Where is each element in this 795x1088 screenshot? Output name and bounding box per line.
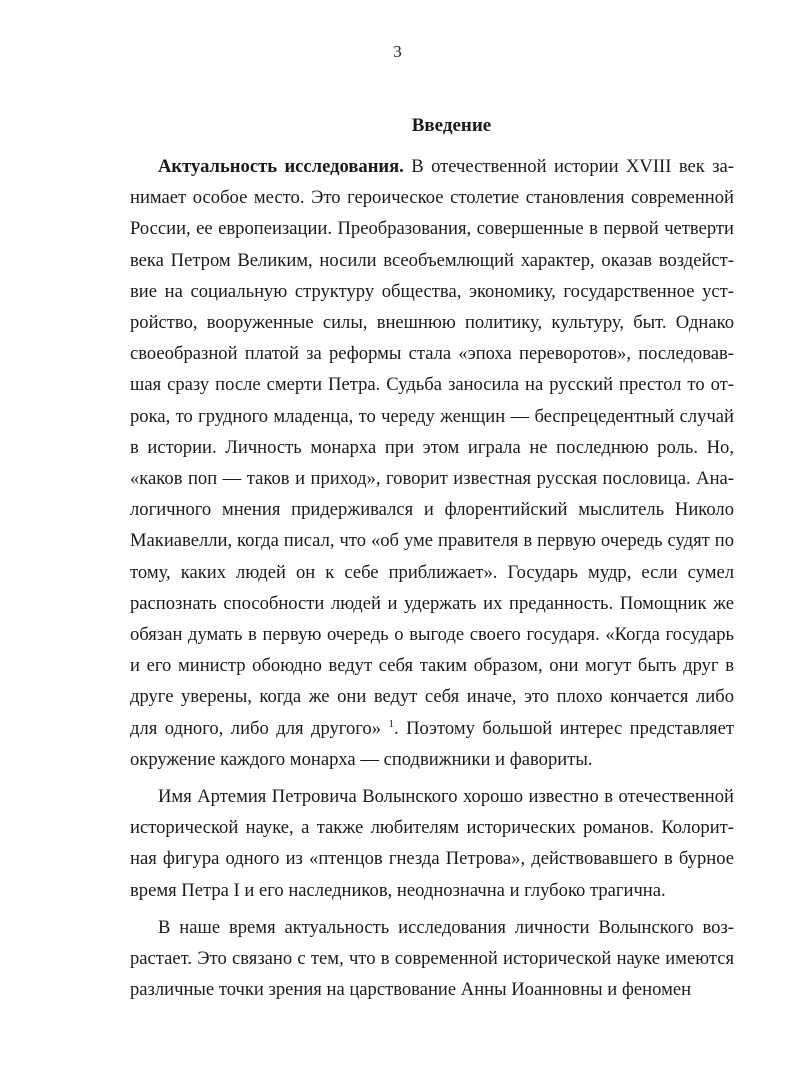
footnote-mark: 1 <box>388 717 394 730</box>
paragraph-relevance <box>130 151 734 775</box>
body-text <box>130 151 734 1011</box>
paragraph-text-continued: . Поэтому большой интерес представляет окружение каждого монарха — сподвижники и фавориты. <box>130 717 734 770</box>
paragraph-modern-relevance: В наше время актуальность исследования личности Волынского возрастает. Это связано с тем, что в современной исторической науке имеются различные точки зрения на царствование Анны Иоанновны и феномен <box>130 916 734 1001</box>
page-number: 3 <box>393 42 402 61</box>
paragraph-text: В отечественной истории XVIII век занимает особое место. Это героическое столетие становления современной России, ее европеизации. Преобразования, совершенные в первой четверти века Петром Великим, носили всеобъемлющий характер, оказав воздействие на социальную структуру общества, экономику, государственное устройство, вооруженные силы, внешнюю политику, культуру, быт. Однако своеобразной платой за реформы стала «эпоха переворотов», последовавшая сразу после смерти Петра. Судьба заносила на русский престол то отрока, то грудного младенца, то череду женщин — беспрецедентный случай в истории. Личность монарха при этом играла не последнюю роль. Но, «каков поп — таков и приход», говорит известная русская пословица. Аналогичного мнения придерживался и флорентийский мыслитель Николо Макиавелли, когда писал, что «об уме правителя в первую очередь судят по тому, каких людей он к себе приближает». Государь мудр, если сумел распознать способности людей и удержать их преданность. Помощник же обязан думать в первую очередь о выгоде своего государя. «Когда государь и его министр обоюдно ведут себя таким образом, они могут быть друг в друге уверены, когда же они ведут себя иначе, это плохо кончается либо для одного, либо для другого» <box>130 156 734 739</box>
paragraph-lead: Актуальность исследования. <box>158 156 404 177</box>
paragraph-volynsky: Имя Артемия Петровича Волынского хорошо известно в отечественной исторической науке, а также любителям исторических романов. Колоритная фигура одного из «птенцов гнезда Петрова», действовавшего в бурное время Петра I и его наследников, неоднозначна и глубоко трагична. <box>130 786 734 901</box>
section-heading: Введение <box>411 115 492 136</box>
